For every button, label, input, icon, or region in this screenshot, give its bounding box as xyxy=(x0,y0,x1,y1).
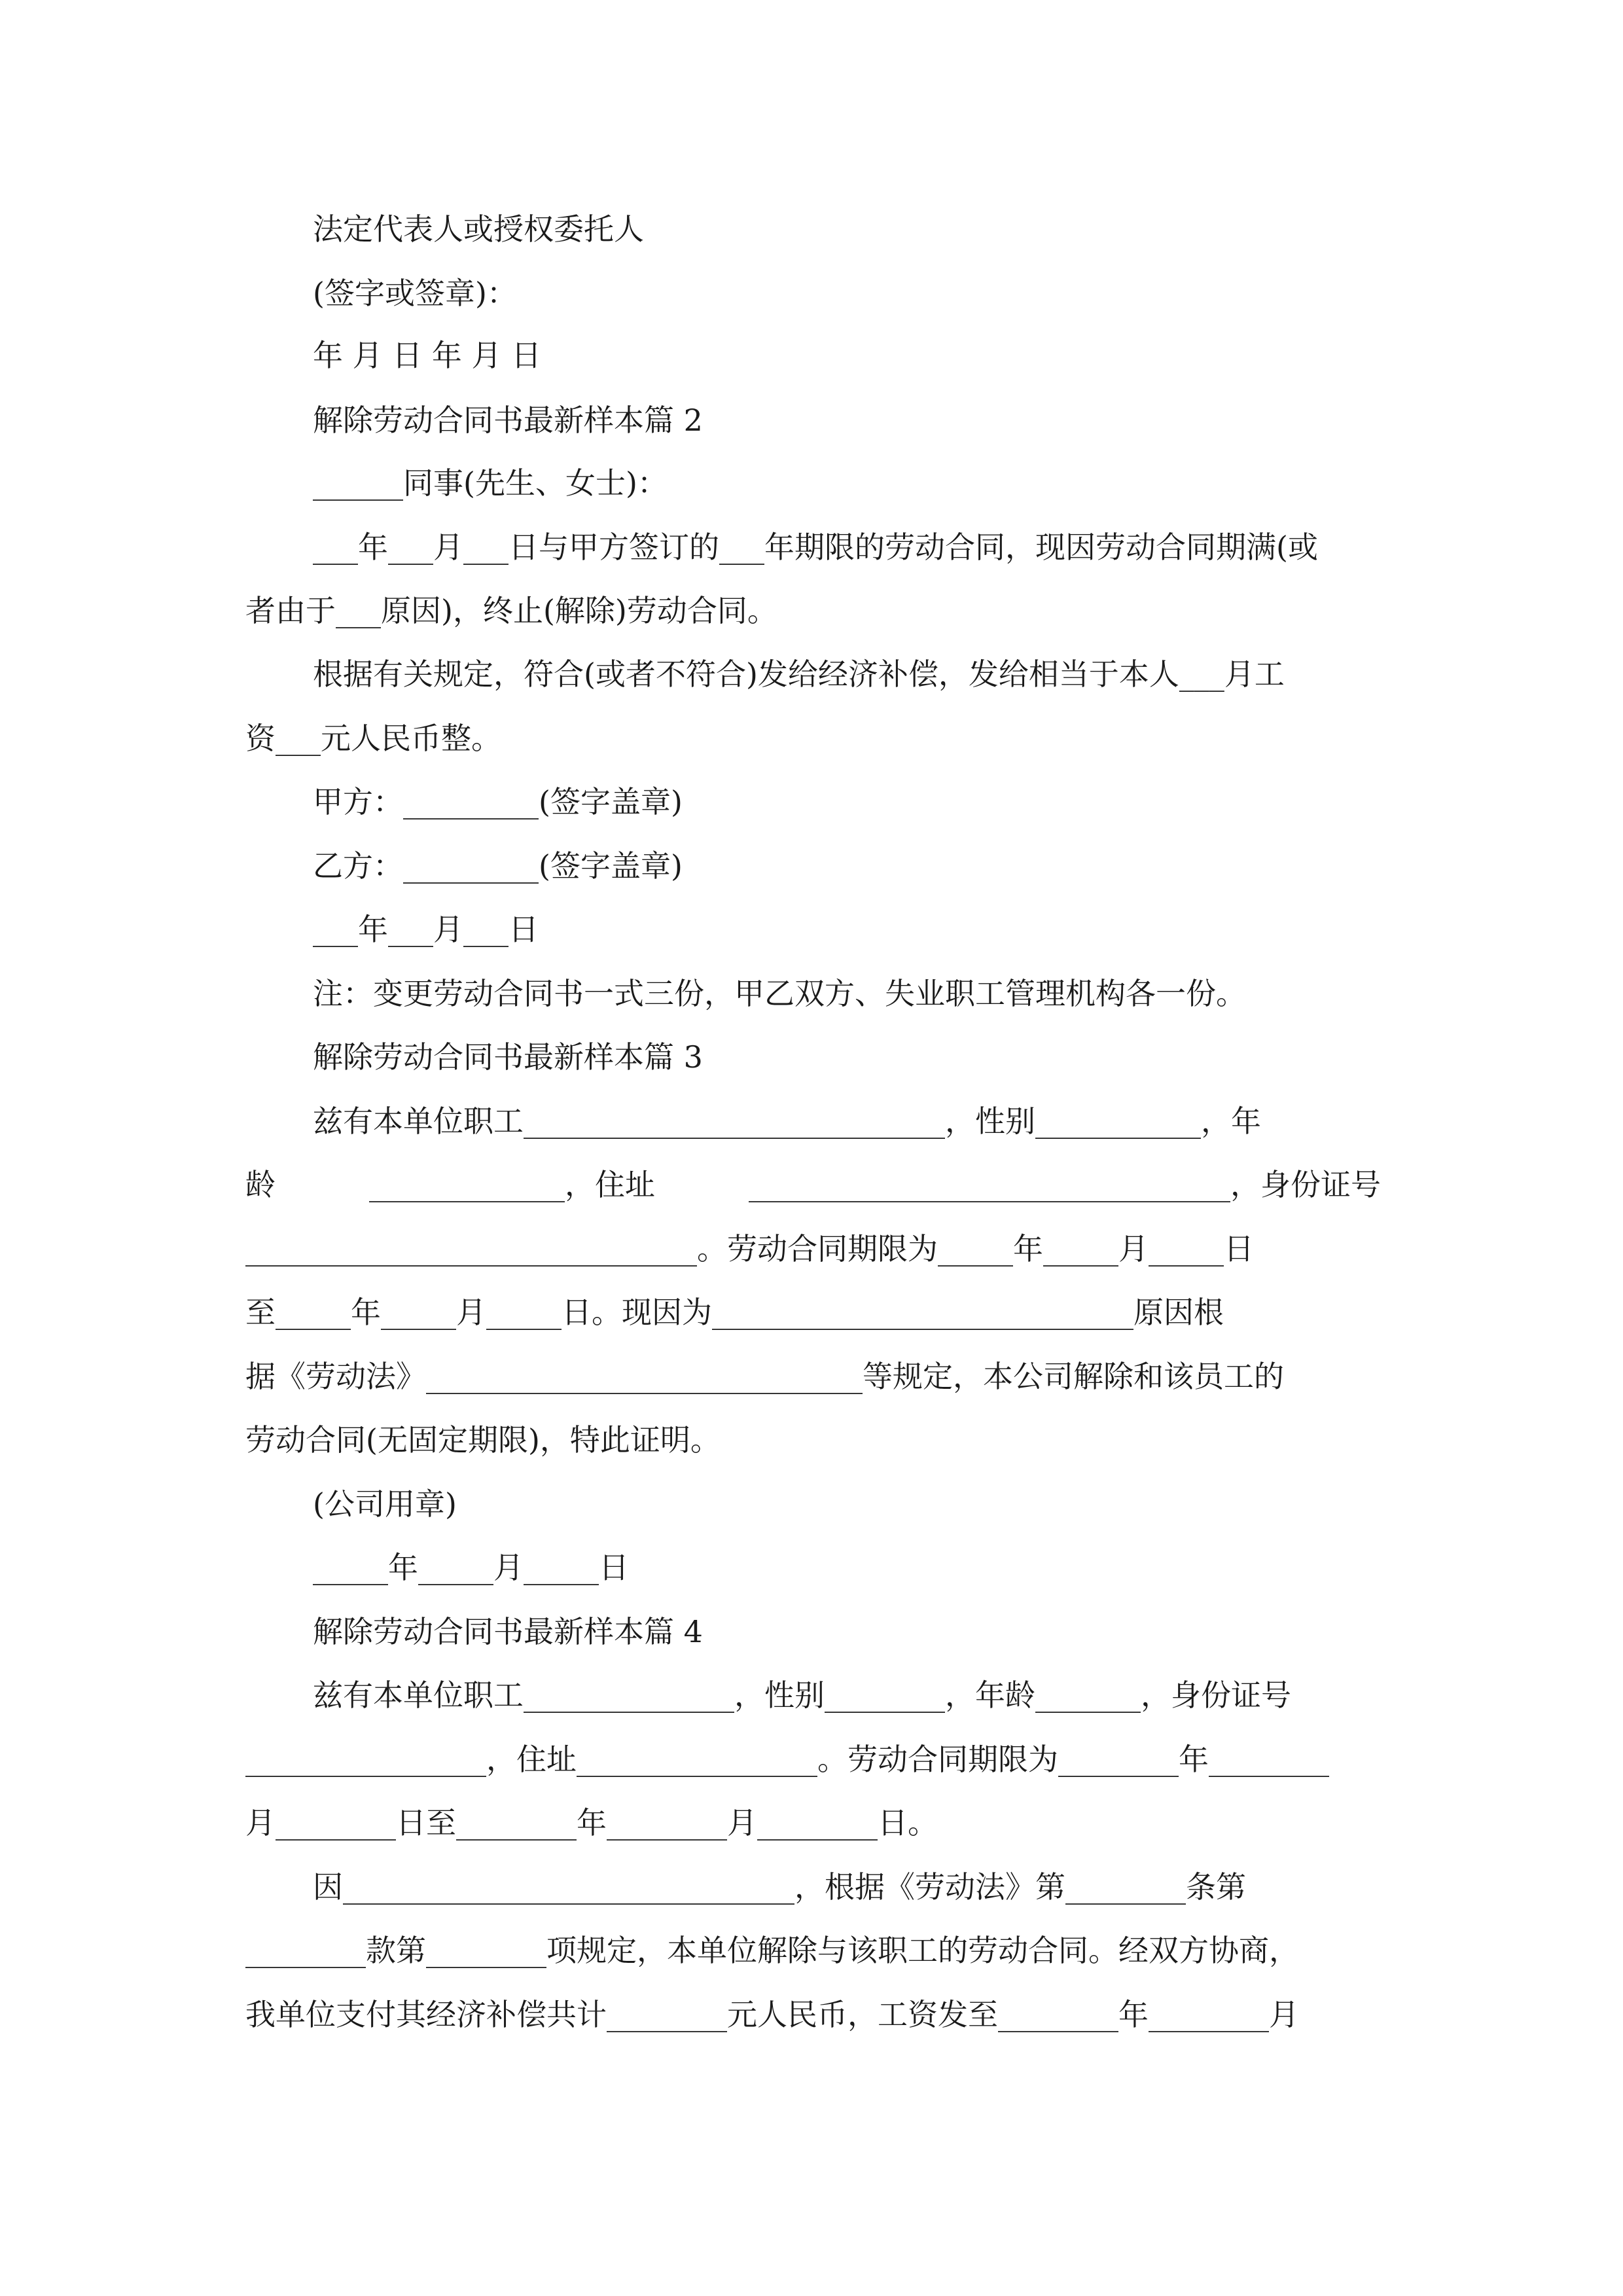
doc-line: ________款第________项规定，本单位解除与该职工的劳动合同。经双方协商， xyxy=(245,1933,1299,1968)
doc-line: 月________日至________年________月________日。 xyxy=(245,1805,938,1840)
doc-line: (公司用章) xyxy=(313,1486,457,1522)
date-line: ___年___月___日 xyxy=(313,912,539,947)
doc-line xyxy=(245,1165,1381,1204)
doc-line: 因______________________________，根据《劳动法》第________条第 xyxy=(313,1869,1246,1905)
doc-line-part: 龄 xyxy=(245,1167,276,1202)
date-line: _____年_____月_____日 xyxy=(313,1550,629,1585)
doc-line: 兹有本单位职工______________，性别________，年龄_______，身份证号 xyxy=(313,1677,1291,1713)
note-line: 注：变更劳动合同书一式三份，甲乙双方、失业职工管理机构各一份。 xyxy=(313,976,1246,1011)
doc-line: 至_____年_____月_____日。现因为____________________________原因根 xyxy=(245,1295,1224,1330)
section-heading: 解除劳动合同书最新样本篇 3 xyxy=(313,1039,703,1075)
doc-line-part: ________________________________，身份证号 xyxy=(749,1167,1381,1202)
doc-line: 者由于___原因)，终止(解除)劳动合同。 xyxy=(245,593,777,628)
doc-line: 年 月 日 年 月 日 xyxy=(313,338,542,373)
signature-line-party-a: 甲方：_________(签字盖章) xyxy=(313,784,683,819)
signature-line-party-b: 乙方：_________(签字盖章) xyxy=(313,848,683,884)
doc-line: ___年___月___日与甲方签订的___年期限的劳动合同，现因劳动合同期满(或 xyxy=(313,529,1318,565)
doc-line: 资___元人民币整。 xyxy=(245,721,501,756)
doc-line: ______________________________。劳动合同期限为_____年_____月_____日 xyxy=(245,1231,1254,1266)
section-heading: 解除劳动合同书最新样本篇 2 xyxy=(313,403,703,438)
section-heading: 解除劳动合同书最新样本篇 4 xyxy=(313,1614,703,1649)
doc-line: (签字或签章)： xyxy=(313,276,517,311)
doc-line: 法定代表人或授权委托人 xyxy=(313,211,644,247)
doc-line: 根据有关规定，符合(或者不符合)发给经济补偿，发给相当于本人___月工 xyxy=(313,656,1285,692)
doc-line: 我单位支付其经济补偿共计________元人民币，工资发至________年________月 xyxy=(245,1997,1299,2032)
doc-line: ________________，住址________________。劳动合同期限为________年________ xyxy=(245,1742,1329,1777)
doc-line-part: _____________，住址 xyxy=(369,1167,655,1202)
doc-line: ______同事(先生、女士)： xyxy=(313,465,668,501)
doc-line: 兹有本单位职工____________________________，性别___________，年 xyxy=(313,1103,1261,1139)
doc-line: 劳动合同(无固定期限)，特此证明。 xyxy=(245,1422,721,1458)
doc-line: 据《劳动法》_____________________________等规定，本公司解除和该员工的 xyxy=(245,1359,1284,1394)
